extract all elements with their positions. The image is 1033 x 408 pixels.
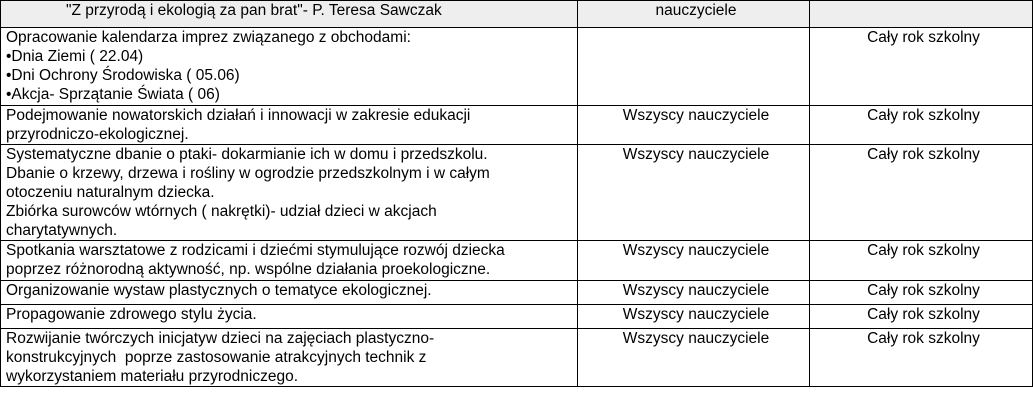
table-row	[1, 281, 1033, 305]
when-text: Cały rok szkolny	[867, 282, 980, 299]
activity-line: Zbiórka surowców wtórnych ( nakrętki)- udział dzieci w akcjach	[6, 203, 437, 220]
activity-line: poprzez różnorodną aktywność, np. wspólne działania proekologiczne.	[6, 261, 491, 278]
when-cell	[810, 106, 1033, 145]
activity-line: charytatywnych.	[6, 222, 118, 239]
who-text: Wszyscy nauczyciele	[622, 306, 770, 323]
activity-line: konstrukcyjnych poprze zastosowanie atrakcyjnych technik z	[6, 349, 427, 366]
activity-line: otoczeniu naturalnym dziecka.	[6, 184, 215, 201]
when-cell	[810, 241, 1033, 281]
table-header-row	[1, 1, 1033, 28]
who-text: Wszyscy nauczyciele	[622, 107, 770, 124]
activity-cell	[1, 305, 578, 329]
table-row	[1, 241, 1033, 281]
who-text: Wszyscy nauczyciele	[622, 330, 770, 347]
header-activity-cell	[1, 1, 578, 28]
activity-cell	[1, 145, 578, 241]
header-when-cell	[810, 1, 1033, 28]
when-cell	[810, 28, 1033, 106]
who-cell	[578, 106, 810, 145]
activity-line: •Dnia Ziemi ( 22.04)	[6, 48, 144, 65]
activity-line: •Dni Ochrony Środowiska ( 05.06)	[6, 67, 240, 84]
when-text: Cały rok szkolny	[867, 107, 980, 124]
when-text: Cały rok szkolny	[867, 330, 980, 347]
when-cell	[810, 145, 1033, 241]
activity-line: wykorzystaniem materiału przyrodniczego.	[6, 368, 299, 385]
activity-cell	[1, 106, 578, 145]
table-row	[1, 106, 1033, 145]
who-cell	[578, 281, 810, 305]
header-who-label: nauczyciele	[655, 2, 737, 19]
activity-line: Rozwijanie twórczych inicjatyw dzieci na zajęciach plastyczno-	[6, 330, 435, 347]
activity-cell	[1, 281, 578, 305]
when-text: Cały rok szkolny	[867, 146, 980, 163]
when-cell	[810, 281, 1033, 305]
activity-line: Systematyczne dbanie o ptaki- dokarmianie ich w domu i przedszkolu.	[6, 146, 488, 163]
activity-cell	[1, 329, 578, 387]
table-row	[1, 305, 1033, 329]
who-cell	[578, 241, 810, 281]
activity-line: •Akcja- Sprzątanie Świata ( 06)	[6, 86, 220, 103]
who-cell	[578, 329, 810, 387]
header-who-cell	[578, 1, 810, 28]
when-text: Cały rok szkolny	[867, 306, 980, 323]
who-cell	[578, 28, 810, 106]
activity-line: Opracowanie kalendarza imprez związanego z obchodami:	[6, 29, 411, 46]
activity-cell	[1, 241, 578, 281]
who-cell	[578, 305, 810, 329]
who-text: Wszyscy nauczyciele	[622, 282, 770, 299]
activity-line: Spotkania warsztatowe z rodzicami i dziećmi stymulujące rozwój dziecka	[6, 242, 505, 259]
when-text: Cały rok szkolny	[867, 29, 980, 46]
when-cell	[810, 305, 1033, 329]
activity-line: przyrodniczo-ekologicznej.	[6, 126, 189, 143]
who-text: Wszyscy nauczyciele	[622, 242, 770, 259]
table-row	[1, 145, 1033, 241]
when-cell	[810, 329, 1033, 387]
activity-line: Propagowanie zdrowego stylu życia.	[6, 306, 257, 323]
activity-line: Dbanie o krzewy, drzewa i rośliny w ogrodzie przedszkolnym i w całym	[6, 165, 490, 182]
when-text: Cały rok szkolny	[867, 242, 980, 259]
section-title: "Z przyrodą i ekologią za pan brat"- P. Teresa Sawczak	[66, 2, 442, 19]
table-row	[1, 28, 1033, 106]
activity-cell	[1, 28, 578, 106]
activity-line: Organizowanie wystaw plastycznych o tematyce ekologicznej.	[6, 282, 432, 299]
table-row	[1, 329, 1033, 387]
who-text: Wszyscy nauczyciele	[622, 146, 770, 163]
activity-line: Podejmowanie nowatorskich działań i innowacji w zakresie edukacji	[6, 107, 471, 124]
who-cell	[578, 145, 810, 241]
